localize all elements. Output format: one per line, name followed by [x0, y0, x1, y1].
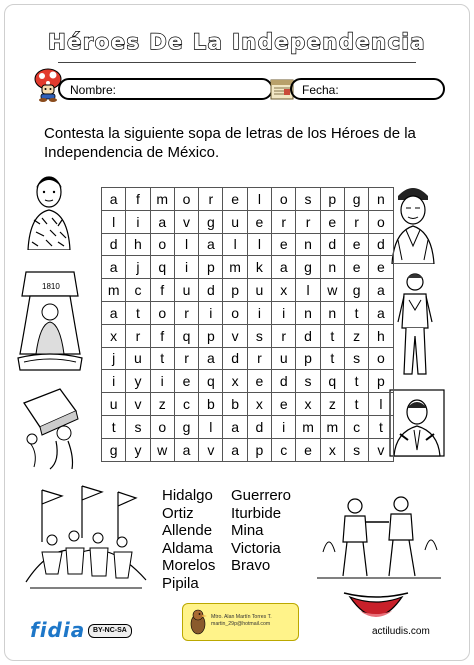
grid-cell: v	[369, 438, 393, 461]
grid-cell: o	[150, 415, 174, 438]
grid-cell: c	[272, 438, 296, 461]
grid-cell: z	[150, 393, 174, 416]
grid-cell: o	[223, 301, 247, 324]
grid-cell: i	[150, 370, 174, 393]
grid-cell: p	[369, 370, 393, 393]
grid-row	[102, 347, 394, 370]
grid-cell: o	[150, 301, 174, 324]
grid-cell: s	[126, 415, 150, 438]
word-item: Guerrero	[231, 487, 292, 504]
grid-cell: t	[320, 324, 344, 347]
grid-cell: i	[272, 301, 296, 324]
grid-cell: r	[272, 324, 296, 347]
grid-cell: u	[126, 347, 150, 370]
grid-cell: m	[102, 279, 126, 302]
cc-license-badge: BY-NC-SA	[88, 624, 132, 638]
iturbide-standing-illustration	[392, 270, 438, 382]
insurgent-army-illustration	[22, 482, 150, 592]
grid-cell: q	[150, 256, 174, 279]
grid-cell: u	[223, 210, 247, 233]
grid-cell: u	[247, 279, 271, 302]
grid-cell: s	[296, 188, 320, 211]
grid-cell: e	[272, 393, 296, 416]
grid-cell: e	[369, 256, 393, 279]
grid-cell: y	[126, 370, 150, 393]
grid-row	[102, 324, 394, 347]
grid-cell: m	[150, 188, 174, 211]
grid-cell: e	[344, 256, 368, 279]
grid-cell: a	[102, 256, 126, 279]
hidalgo-bell-illustration	[14, 262, 86, 374]
grid-cell: i	[247, 301, 271, 324]
word-item: Mina	[231, 522, 264, 539]
grid-cell: a	[369, 301, 393, 324]
grid-cell: e	[174, 370, 198, 393]
grid-cell: g	[199, 210, 223, 233]
word-item: Victoria	[231, 539, 281, 557]
pipila-slab-illustration	[20, 383, 88, 471]
grid-cell: x	[272, 279, 296, 302]
grid-row	[102, 279, 394, 302]
grid-cell: i	[272, 415, 296, 438]
grid-cell: g	[296, 256, 320, 279]
grid-cell: i	[174, 256, 198, 279]
grid-cell: n	[296, 233, 320, 256]
grid-cell: e	[344, 233, 368, 256]
grid-cell: r	[126, 324, 150, 347]
grid-cell: a	[369, 279, 393, 302]
grid-cell: d	[247, 415, 271, 438]
word-list-right	[231, 487, 291, 575]
smile-icon	[342, 589, 410, 629]
grid-cell: e	[320, 210, 344, 233]
grid-cell: u	[102, 393, 126, 416]
grid-cell: a	[174, 438, 198, 461]
grid-cell: d	[296, 324, 320, 347]
grid-cell: u	[174, 279, 198, 302]
grid-cell: n	[296, 301, 320, 324]
word-item: Iturbide	[231, 504, 282, 522]
grid-cell: i	[199, 301, 223, 324]
word-search-grid	[101, 187, 394, 462]
grid-cell: d	[369, 233, 393, 256]
grid-cell: j	[126, 256, 150, 279]
grid-cell: i	[126, 210, 150, 233]
grid-cell: c	[174, 393, 198, 416]
grid-cell: a	[223, 415, 247, 438]
grid-cell: b	[199, 393, 223, 416]
grid-cell: l	[199, 415, 223, 438]
grid-cell: t	[344, 393, 368, 416]
grid-cell: r	[272, 210, 296, 233]
grid-cell: l	[174, 233, 198, 256]
grid-cell: d	[223, 347, 247, 370]
name-label: Nombre:	[70, 83, 117, 97]
grid-cell: u	[272, 347, 296, 370]
name-field[interactable]	[58, 78, 273, 100]
grid-cell: n	[320, 256, 344, 279]
site-url: actiludis.com	[372, 626, 430, 637]
grid-cell: e	[247, 370, 271, 393]
teacher-email: martin_29p@hotmail.com	[211, 621, 271, 627]
word-list-left	[162, 487, 215, 592]
grid-cell: p	[199, 256, 223, 279]
word-item: Hidalgo	[162, 487, 213, 504]
grid-cell: v	[199, 438, 223, 461]
grid-cell: e	[223, 188, 247, 211]
grid-row	[102, 301, 394, 324]
grid-cell: s	[296, 370, 320, 393]
morelos-portrait	[388, 180, 438, 264]
grid-cell: e	[272, 233, 296, 256]
worksheet-title: Héroes De La Independencia	[48, 30, 426, 54]
grid-cell: a	[199, 233, 223, 256]
instruction-text: Contesta la siguiente sopa de letras de los Héroes de la Independencia de México.	[44, 125, 416, 161]
grid-cell: x	[223, 370, 247, 393]
grid-cell: s	[344, 438, 368, 461]
grid-cell: p	[247, 438, 271, 461]
grid-cell: m	[320, 415, 344, 438]
svg-text:1810: 1810	[42, 282, 60, 291]
grid-cell: d	[272, 370, 296, 393]
grid-cell: o	[369, 210, 393, 233]
grid-cell: c	[344, 415, 368, 438]
grid-cell: k	[247, 256, 271, 279]
grid-cell: r	[199, 188, 223, 211]
grid-cell: a	[102, 188, 126, 211]
grid-cell: g	[344, 279, 368, 302]
grid-cell: y	[126, 438, 150, 461]
grid-cell: g	[344, 188, 368, 211]
teacher-credit-box	[182, 603, 299, 641]
grid-cell: a	[223, 438, 247, 461]
grid-cell: s	[344, 347, 368, 370]
grid-cell: a	[150, 210, 174, 233]
grid-cell: b	[223, 393, 247, 416]
grid-cell: h	[369, 324, 393, 347]
grid-cell: w	[320, 279, 344, 302]
word-item: Ortiz	[162, 504, 194, 522]
grid-cell: x	[102, 324, 126, 347]
grid-cell: x	[247, 393, 271, 416]
grid-cell: a	[102, 301, 126, 324]
grid-cell: z	[344, 324, 368, 347]
grid-cell: o	[369, 347, 393, 370]
grid-row	[102, 415, 394, 438]
word-item: Morelos	[162, 557, 216, 574]
word-item: Allende	[162, 522, 213, 539]
date-label: Fecha:	[302, 83, 339, 97]
grid-cell: z	[320, 393, 344, 416]
bird-icon	[187, 608, 209, 638]
grid-cell: t	[369, 415, 393, 438]
grid-cell: v	[174, 210, 198, 233]
word-item: Bravo	[231, 557, 271, 574]
grid-row	[102, 438, 394, 461]
grid-cell: l	[296, 279, 320, 302]
grid-row	[102, 210, 394, 233]
grid-cell: r	[174, 347, 198, 370]
grid-cell: o	[150, 233, 174, 256]
grid-cell: t	[344, 301, 368, 324]
grid-cell: w	[150, 438, 174, 461]
grid-cell: r	[344, 210, 368, 233]
grid-row	[102, 393, 394, 416]
grid-cell: r	[247, 347, 271, 370]
grid-cell: v	[223, 324, 247, 347]
grid-cell: t	[126, 301, 150, 324]
grid-row	[102, 256, 394, 279]
grid-cell: v	[126, 393, 150, 416]
teacher-name: Mtro. Alan Martín Torres T.	[211, 614, 272, 620]
grid-cell: o	[272, 188, 296, 211]
grid-cell: n	[320, 301, 344, 324]
grid-cell: p	[199, 324, 223, 347]
date-field[interactable]	[290, 78, 445, 100]
grid-cell: i	[102, 370, 126, 393]
grid-cell: l	[369, 393, 393, 416]
grid-cell: n	[369, 188, 393, 211]
grid-cell: r	[296, 210, 320, 233]
grid-cell: x	[320, 438, 344, 461]
grid-cell: e	[296, 438, 320, 461]
grid-cell: m	[223, 256, 247, 279]
grid-row	[102, 233, 394, 256]
grid-cell: l	[102, 210, 126, 233]
grid-cell: s	[247, 324, 271, 347]
grid-cell: o	[174, 188, 198, 211]
grid-cell: p	[320, 188, 344, 211]
fidia-logo: fidia	[30, 618, 86, 642]
grid-cell: h	[126, 233, 150, 256]
grid-cell: a	[272, 256, 296, 279]
grid-cell: t	[344, 370, 368, 393]
grid-row	[102, 370, 394, 393]
grid-cell: r	[174, 301, 198, 324]
grid-cell: l	[247, 188, 271, 211]
grid-cell: l	[223, 233, 247, 256]
leona-vicario-portrait	[22, 170, 76, 250]
grid-cell: p	[296, 347, 320, 370]
grid-cell: m	[296, 415, 320, 438]
grid-cell: f	[150, 324, 174, 347]
grid-cell: p	[223, 279, 247, 302]
word-item: Pipila	[162, 574, 199, 592]
grid-cell: t	[102, 415, 126, 438]
grid-cell: f	[126, 188, 150, 211]
abrazo-de-acatempan-illustration	[315, 492, 443, 582]
grid-cell: t	[150, 347, 174, 370]
grid-cell: c	[126, 279, 150, 302]
grid-cell: j	[102, 347, 126, 370]
grid-cell: f	[150, 279, 174, 302]
word-item: Aldama	[162, 539, 213, 557]
grid-cell: x	[296, 393, 320, 416]
grid-cell: g	[174, 415, 198, 438]
guerrero-portrait	[388, 388, 446, 458]
grid-cell: d	[199, 279, 223, 302]
grid-cell: q	[199, 370, 223, 393]
grid-cell: d	[320, 233, 344, 256]
grid-cell: d	[102, 233, 126, 256]
title-underline	[58, 62, 416, 63]
grid-cell: l	[247, 233, 271, 256]
grid-cell: q	[320, 370, 344, 393]
grid-cell: t	[320, 347, 344, 370]
grid-cell: g	[102, 438, 126, 461]
grid-cell: q	[174, 324, 198, 347]
grid-cell: e	[247, 210, 271, 233]
grid-row	[102, 188, 394, 211]
grid-cell: a	[199, 347, 223, 370]
